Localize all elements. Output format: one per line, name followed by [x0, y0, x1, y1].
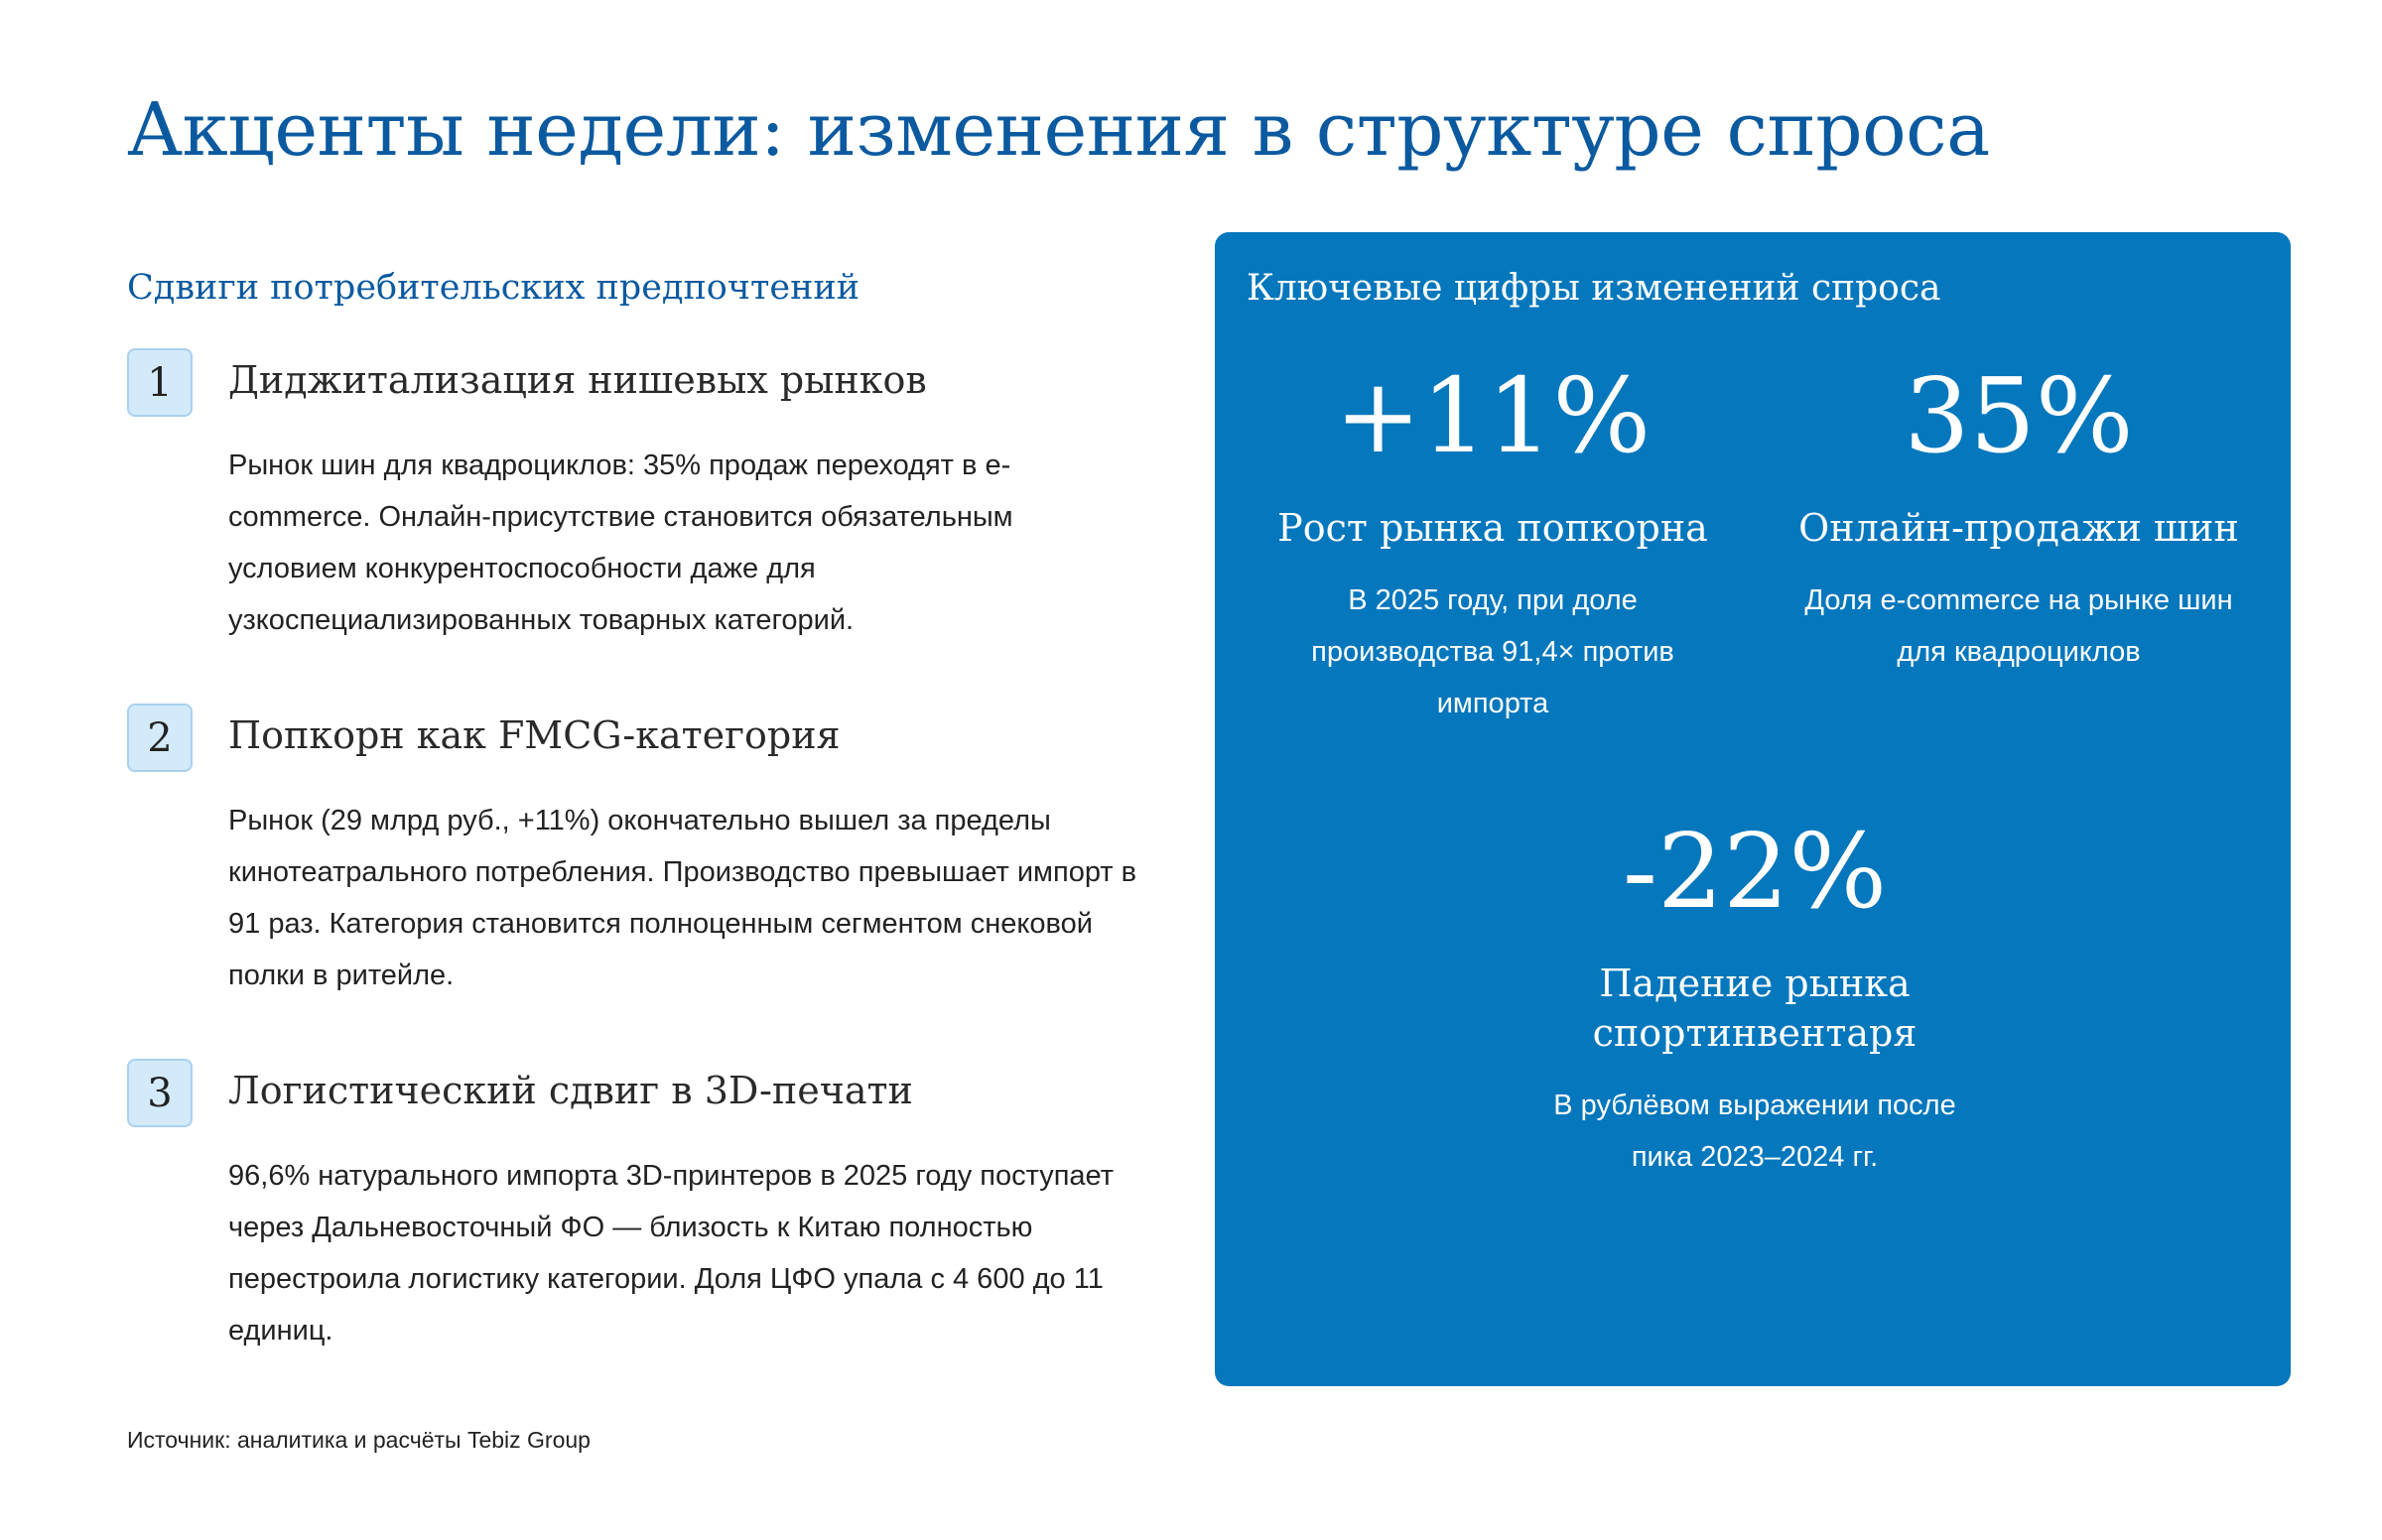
key-figures-panel	[1215, 232, 2291, 1386]
stat-desc: В рублёвом выражении после пика 2023–2024 гг.	[1553, 1090, 1956, 1173]
section-subtitle: Сдвиги потребительских предпочтений	[127, 268, 860, 308]
item-text: Рынок шин для квадроциклов: 35% продаж переходят в e-commerce. Онлайн-присутствие становится обязательным условием конкурентоспособности даже для узкоспециализированных товарных категорий.	[228, 449, 1013, 636]
stat-popcorn	[1255, 356, 1731, 729]
stat-sports	[1507, 812, 2003, 1183]
stat-label: Рост рынка попкорна	[1277, 506, 1708, 550]
source-note: Источник: аналитика и расчёты Tebiz Group	[127, 1427, 591, 1453]
stat-value: +11%	[1334, 355, 1652, 476]
item-heading: Попкорн как FMCG-категория	[228, 713, 841, 757]
stat-label: Онлайн-продажи шин	[1798, 506, 2239, 550]
page-title: Акценты недели: изменения в структуре спроса	[127, 87, 1990, 173]
item-text: Рынок (29 млрд руб., +11%) окончательно вышел за пределы кинотеатрального потребления. Производство превышает импорт в 91 раз. Категория становится полноценным сегментом снековой полки в ритейле.	[228, 805, 1137, 991]
stat-desc: В 2025 году, при доле производства 91,4× против импорта	[1311, 584, 1674, 719]
item-heading: Диджитализация нишевых рынков	[228, 358, 927, 402]
number-badge: 2	[127, 704, 193, 772]
stat-value: -22%	[1622, 811, 1888, 932]
item-heading: Логистический сдвиг в 3D-печати	[228, 1069, 913, 1112]
stat-desc: Доля e-commerce на рынке шин для квадроциклов	[1804, 584, 2233, 668]
stat-tires	[1771, 356, 2267, 678]
stat-label: Падение рынка спортинвентаря	[1592, 962, 1918, 1055]
item-text: 96,6% натурального импорта 3D-принтеров в 2025 году поступает через Дальневосточный ФО — близость к Китаю полностью перестроила логистику категории. Доля ЦФО упала с 4 600 до 11 единиц.	[228, 1160, 1114, 1347]
number-badge: 1	[127, 348, 193, 417]
panel-title: Ключевые цифры изменений спроса	[1247, 268, 1941, 309]
number-badge: 3	[127, 1059, 193, 1127]
stat-value: 35%	[1904, 355, 2134, 476]
